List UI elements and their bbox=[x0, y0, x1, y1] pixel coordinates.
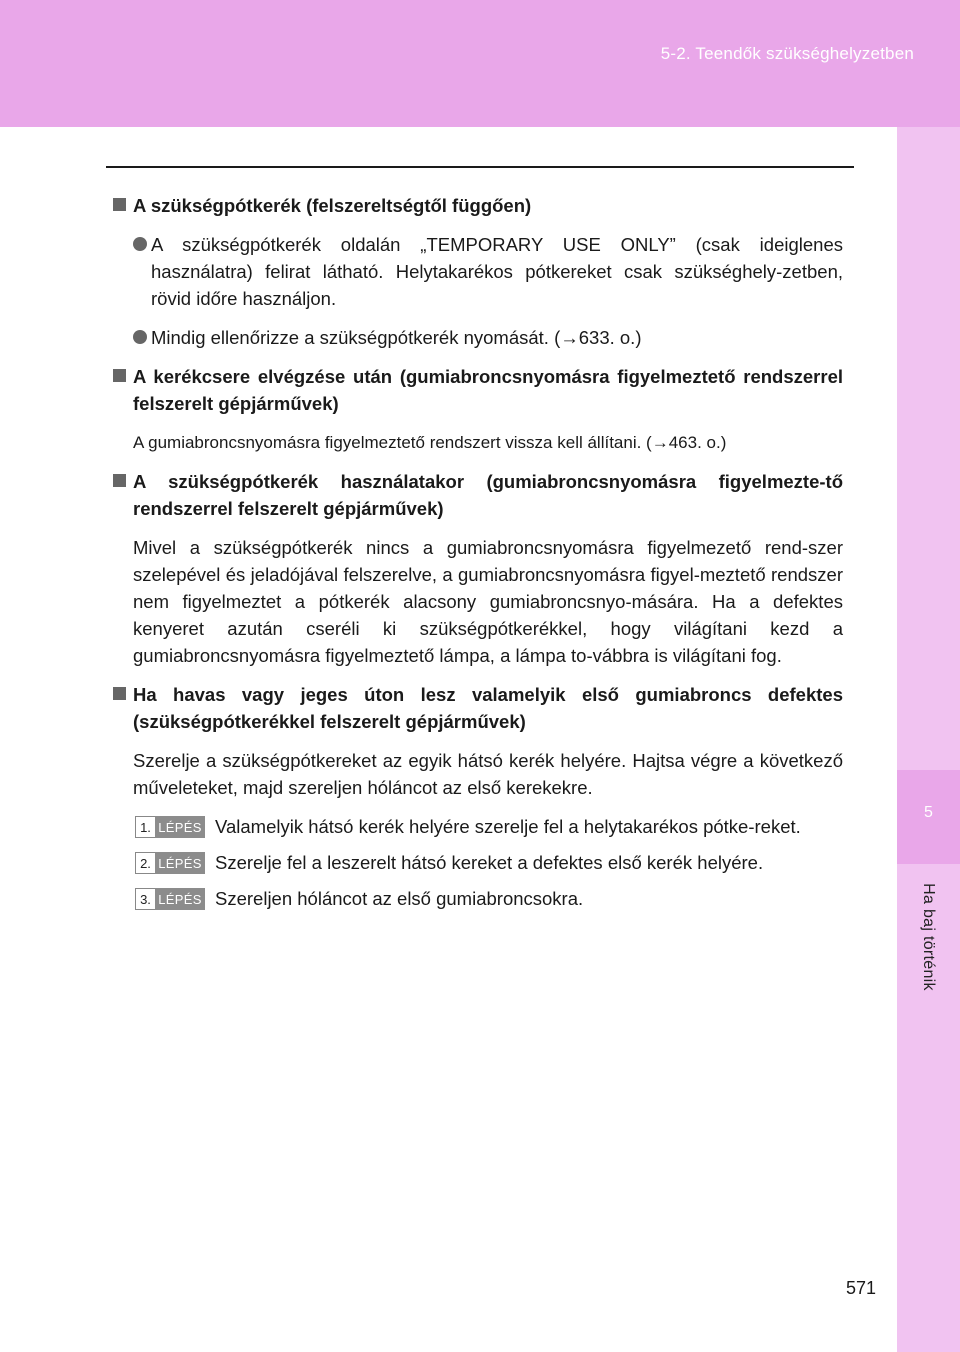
step-item bbox=[113, 813, 843, 840]
section-heading bbox=[113, 192, 843, 219]
section-heading bbox=[113, 681, 843, 735]
section-heading bbox=[113, 363, 843, 417]
square-bullet-icon bbox=[113, 198, 126, 211]
step-text: Valamelyik hátsó kerék helyére szerelje fel a helytakarékos pótke-reket. bbox=[215, 816, 801, 837]
step-text: Szereljen hóláncot az első gumiabroncsokra. bbox=[215, 888, 584, 909]
step-badge bbox=[135, 816, 205, 838]
step-item bbox=[113, 849, 843, 876]
chapter-number-box bbox=[897, 770, 960, 864]
top-divider bbox=[106, 166, 854, 168]
section-heading bbox=[113, 468, 843, 522]
paragraph: Mivel a szükségpótkerék nincs a gumiabroncsnyomásra figyelmezető rend-szer szelepével és jeladójával felszerelve, a gumiabroncsnyomásra figyel-meztető rendszer nem figyelmeztet a pótkerék alacsony gumiabroncsnyo-mására. Ha a defektes kenyeret azután cseréli ki szükségpótkerékkel, hogy világítani kezd a gumiabroncsnyomásra figyelmeztető lámpa, a lámpa to-vábbra is világítani fog. bbox=[133, 537, 843, 666]
section-title: 5-2. Teendők szükséghelyzetben bbox=[660, 44, 914, 63]
square-bullet-icon bbox=[113, 474, 126, 487]
step-badge bbox=[135, 888, 205, 910]
header-band bbox=[0, 0, 960, 127]
step-text: Szerelje fel a leszerelt hátsó kereket a defektes első kerék helyére. bbox=[215, 852, 764, 873]
bullet-text: Mindig ellenőrizze a szükségpótkerék nyomását. (→633. o.) bbox=[151, 327, 642, 348]
step-number: 1. bbox=[135, 816, 155, 838]
step-label: LÉPÉS bbox=[155, 816, 205, 838]
bullet-text: A szükségpótkerék oldalán „TEMPORARY USE ONLY” (csak ideiglenes használatra) felirat látható. Helytakarékos pótkereket csak szükséghely-zetben, rövid időre használjon. bbox=[151, 234, 843, 309]
bullet-item bbox=[113, 231, 843, 312]
paragraph: A gumiabroncsnyomásra figyelmeztető rendszert vissza kell állítani. (→463. o.) bbox=[133, 433, 727, 452]
heading-text: A kerékcsere elvégzése után (gumiabroncsnyomásra figyelmeztető rendszerrel felszerelt gépjárművek) bbox=[133, 366, 843, 414]
page-content bbox=[113, 192, 843, 921]
circle-bullet-icon bbox=[133, 330, 147, 344]
chapter-number: 5 bbox=[924, 804, 933, 821]
heading-text: A szükségpótkerék használatakor (gumiabroncsnyomásra figyelmezte-tő rendszerrel felszerelt gépjárművek) bbox=[133, 471, 843, 519]
step-number: 2. bbox=[135, 852, 155, 874]
page-number: 571 bbox=[846, 1278, 877, 1298]
chapter-title: Ha baj történik bbox=[920, 883, 937, 991]
step-badge bbox=[135, 852, 205, 874]
side-tab bbox=[897, 127, 960, 1352]
square-bullet-icon bbox=[113, 369, 126, 382]
circle-bullet-icon bbox=[133, 237, 147, 251]
step-number: 3. bbox=[135, 888, 155, 910]
step-item bbox=[113, 885, 843, 912]
square-bullet-icon bbox=[113, 687, 126, 700]
step-label: LÉPÉS bbox=[155, 852, 205, 874]
bullet-item bbox=[113, 324, 843, 351]
heading-text: Ha havas vagy jeges úton lesz valamelyik első gumiabroncs defektes (szükségpótkerékkel felszerelt gépjárművek) bbox=[133, 684, 843, 732]
heading-text: A szükségpótkerék (felszereltségtől függően) bbox=[133, 195, 532, 216]
step-label: LÉPÉS bbox=[155, 888, 205, 910]
paragraph: Szerelje a szükségpótkereket az egyik hátsó kerék helyére. Hajtsa végre a következő műveleteket, majd szereljen hóláncot az első kerekekre. bbox=[133, 750, 843, 798]
